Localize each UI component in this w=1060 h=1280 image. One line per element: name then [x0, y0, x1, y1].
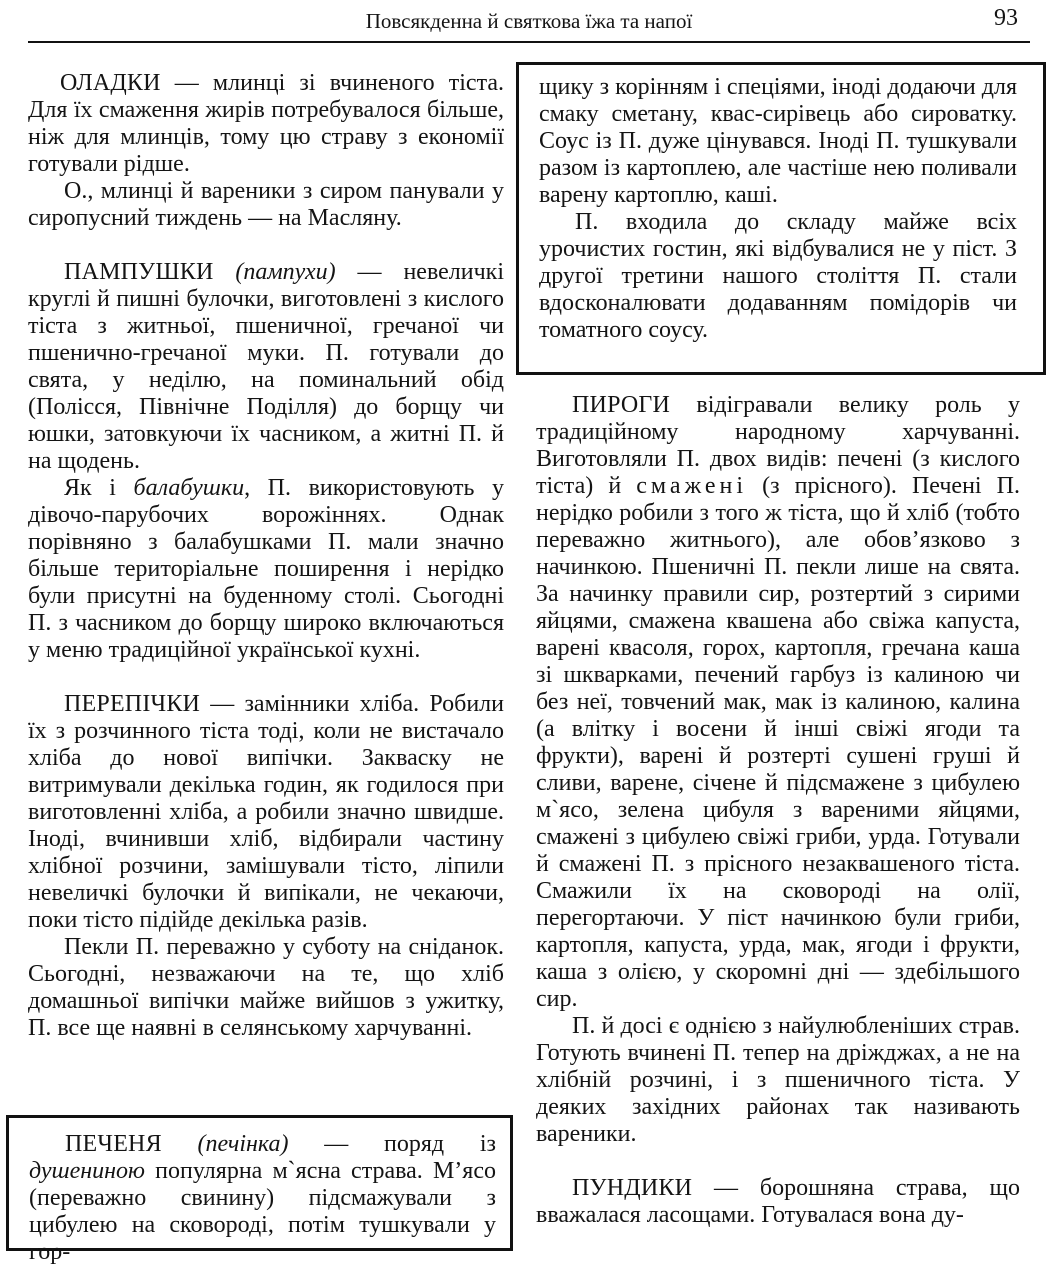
entry-text: — поряд із: [288, 1131, 496, 1157]
entry-text: — замінники хліба. Робили їх з розчинного тіста тоді, коли не вистачало хліба до нової випічки. Закваску не витримували декілька годин, як годилося при виготовленні хліба, а робили значно швидше. Іноді, вчинивши хліб, відбирали частину хлібної розчини, замішували тісто, ліпили невеличкі булочки й випікали, не чекаючи, поки тісто підійде декілька разів.: [28, 691, 504, 933]
entry-pechenia: [29, 1131, 496, 1266]
entry-paragraph: [28, 475, 504, 664]
entry-text: відігравали велику роль у традиційному народному харчуванні. Виготовляли П. двох видів: печені (з кислого тіста) й: [536, 392, 1020, 499]
entry-text: — борошняна страва, що вважалася ласощами. Готувалася вона ду-: [536, 1175, 1020, 1228]
entry-paragraph: О., млинці й вареники з сиром панували у сиропусний тиждень — на Масляну.: [28, 178, 504, 231]
entry-paragraph: П. й досі є однією з найулюбленіших страв. Готують вчинені П. тепер на дріжджах, а не на хлібній розчині, і з пшеничного тіста. У деяких західних районах так називають вареники.: [536, 1013, 1020, 1147]
entry-perepichky: [28, 691, 504, 934]
entry-pyrohy: [536, 392, 1020, 1013]
entry-text: популярна м`ясна страва. М’ясо (переважно свинину) підсмажували з цибулею на сковороді, потім тушкували у гор-: [29, 1158, 496, 1265]
header-rule: [28, 41, 1030, 43]
entry-paragraph: Пекли П. переважно у суботу на сніданок. Сьогодні, незважаючи на те, що хліб домашньої випічки майже вийшов з ужитку, П. все ще наявні в селянському харчуванні.: [28, 934, 504, 1041]
page-header: [28, 0, 1030, 44]
left-column: [28, 70, 504, 1042]
entry-paragraph: П. входила до складу майже всіх урочистих гостин, які відбувалися не у піст. З другої третини нашого століття П. стали вдосконалювати додаванням помідорів чи томатного соусу.: [539, 209, 1017, 343]
boxed-entry-continuation: [516, 62, 1046, 375]
cross-reference: душениною: [29, 1158, 145, 1184]
entry-pampushky: [28, 259, 504, 475]
running-title: Повсякденна й святкова їжа та напої: [365, 9, 693, 33]
entry-text: — млинці зі вчиненого тіста. Для їх смаження жирів потребувалося більше, ніж для млинців, тому цю страву з економії готували рідше.: [28, 70, 504, 177]
entry-text: , П. використовують у дівочо-парубочих ворожіннях. Однак порівняно з балабушками П. мали значно більше територіальне поширення і нерідко були присутні на буденному столі. Сьогодні П. з часником до борщу широко включаються у меню традиційної української кухні.: [28, 475, 504, 663]
entry-alt-name: (пампухи): [235, 259, 336, 285]
entry-term: ПАМПУШКИ: [64, 259, 214, 285]
entry-term: ПИРОГИ: [572, 392, 671, 418]
spacer: [28, 664, 504, 691]
spacer: [536, 1148, 1020, 1175]
entry-alt-name: (печінка): [197, 1131, 289, 1157]
entry-pundyky: [536, 1175, 1020, 1229]
entry-oladky: [28, 70, 504, 178]
entry-term: ОЛАДКИ: [60, 70, 161, 96]
boxed-entry-pechenia: [6, 1115, 513, 1265]
entry-text: Як і: [64, 475, 134, 501]
entry-text: (з прісного). Печені П. нерідко робили з того ж тіста, що й хліб (тобто переважно житнього), але обов’язково з начинкою. Пшеничні П. пекли лише на свята. За начинку правили сир, розтертий з сирими яйцями, смажена квашена або свіжа капуста, варені квасоля, горох, картопля, гречана каша зі шкварками, печений гарбуз із калиною чи без неї, товчений мак, мак із калиною, калина (а влітку і восени й інші свіжі ягоди та фрукти), варені й розтерті сушені груші й сливи, варене, січене й підсмажене з цибулею м`ясо, зелена цибуля з вареними яйцями, смажені з цибулею свіжі гриби, урда. Готували й смажені П. з прісного незаквашеного тіста. Смажили їх на сковороді на олії, перегортаючи. У піст начинкою були гриби, картопля, капуста, урда, мак, ягоди і фрукти, каша з олією, у скоромні дні — здебільшого сир.: [536, 473, 1021, 1012]
right-column: [536, 392, 1020, 1229]
entry-paragraph: щику з корінням і спеціями, іноді додаючи для смаку сметану, квас-сирівець або сироватку. Соус із П. дуже цінувався. Іноді П. тушкували разом із картоплею, але частіше нею поливали варену картоплю, каші.: [539, 74, 1017, 208]
entry-term: ПЕЧЕНЯ: [65, 1131, 162, 1157]
spaced-emphasis: смажені: [636, 473, 748, 499]
cross-reference: балабушки: [133, 475, 245, 501]
entry-text: — невеличкі круглі й пишні булочки, виготовлені з кислого тіста з житньої, пшеничної, гречаної чи пшенично-гречаної муки. П. готували до свята, у неділю, на поминальний обід (Полісся, Північне Поділля) до борщу чи юшки, затовкуючи їх часником, а житні П. й на щодень.: [28, 259, 505, 474]
page-number: 93: [994, 5, 1018, 31]
entry-term: ПУНДИКИ: [572, 1175, 693, 1201]
entry-term: ПЕРЕПІЧКИ: [64, 691, 201, 717]
spacer: [28, 232, 504, 259]
